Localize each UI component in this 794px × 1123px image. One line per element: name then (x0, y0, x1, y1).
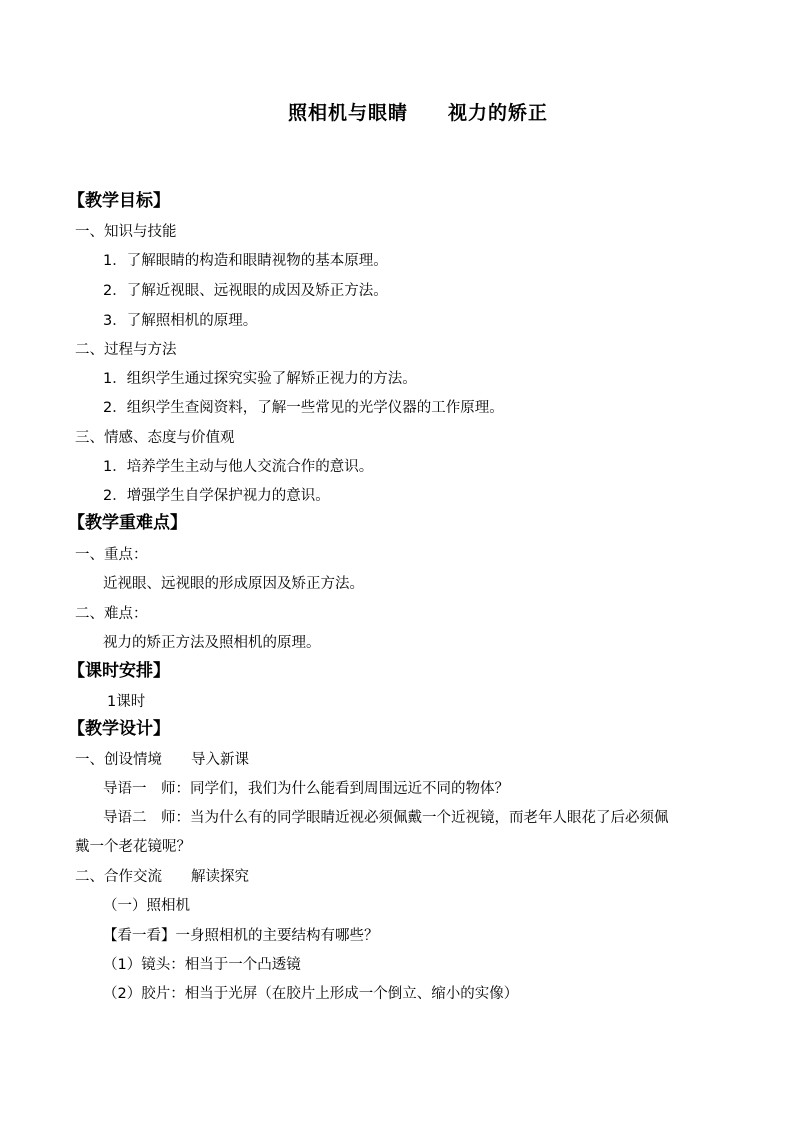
lens-item: （1）镜头：相当于一个凸透镜 (103, 957, 301, 973)
subsection-emotion: 三、情感、态度与价值观 (75, 430, 235, 446)
difficulty-label: 二、难点： (75, 606, 148, 622)
list-item: 1．组织学生通过探究实验了解矫正视力的方法。 (103, 371, 417, 387)
difficulty-text: 视力的矫正方法及照相机的原理。 (103, 635, 321, 651)
design-part1-label: 一、创设情境 导入新课 (75, 752, 249, 768)
design-part2-label: 二、合作交流 解读探究 (75, 869, 249, 885)
list-item: 1．培养学生主动与他人交流合作的意识。 (103, 459, 374, 475)
subsection-knowledge: 一、知识与技能 (75, 224, 177, 240)
page-title: 照相机与眼睛 视力的矫正 (287, 102, 548, 124)
list-item: 2．了解近视眼、远视眼的成因及矫正方法。 (103, 283, 388, 299)
camera-label: （一）照相机 (103, 898, 190, 914)
section-heading-goals: 【教学目标】 (68, 191, 170, 211)
intro-1: 导语一 师：同学们，我们为什么能看到周围远近不同的物体？ (103, 781, 509, 797)
look-prompt: 【看一看】一身照相机的主要结构有哪些？ (103, 928, 379, 944)
section-heading-design: 【教学设计】 (68, 719, 170, 739)
intro-2-line2: 戴一个老花镜呢？ (75, 839, 191, 855)
subsection-process: 二、过程与方法 (75, 342, 177, 358)
intro-2-line1: 导语二 师：当为什么有的同学眼睛近视必须佩戴一个近视镜，而老年人眼花了后必须佩 (103, 810, 669, 826)
focus-label: 一、重点： (75, 547, 148, 563)
schedule-text: 1课时 (107, 694, 146, 710)
section-heading-keypoints: 【教学重难点】 (68, 513, 187, 533)
list-item: 1．了解眼睛的构造和眼睛视物的基本原理。 (103, 253, 388, 269)
section-heading-schedule: 【课时安排】 (68, 661, 170, 681)
list-item: 2．增强学生自学保护视力的意识。 (103, 488, 330, 504)
focus-text: 近视眼、远视眼的形成原因及矫正方法。 (103, 576, 364, 592)
list-item: 2．组织学生查阅资料，了解一些常见的光学仪器的工作原理。 (103, 400, 504, 416)
list-item: 3．了解照相机的原理。 (103, 313, 258, 329)
film-item: （2）胶片：相当于光屏（在胶片上形成一个倒立、缩小的实像） (103, 986, 519, 1002)
